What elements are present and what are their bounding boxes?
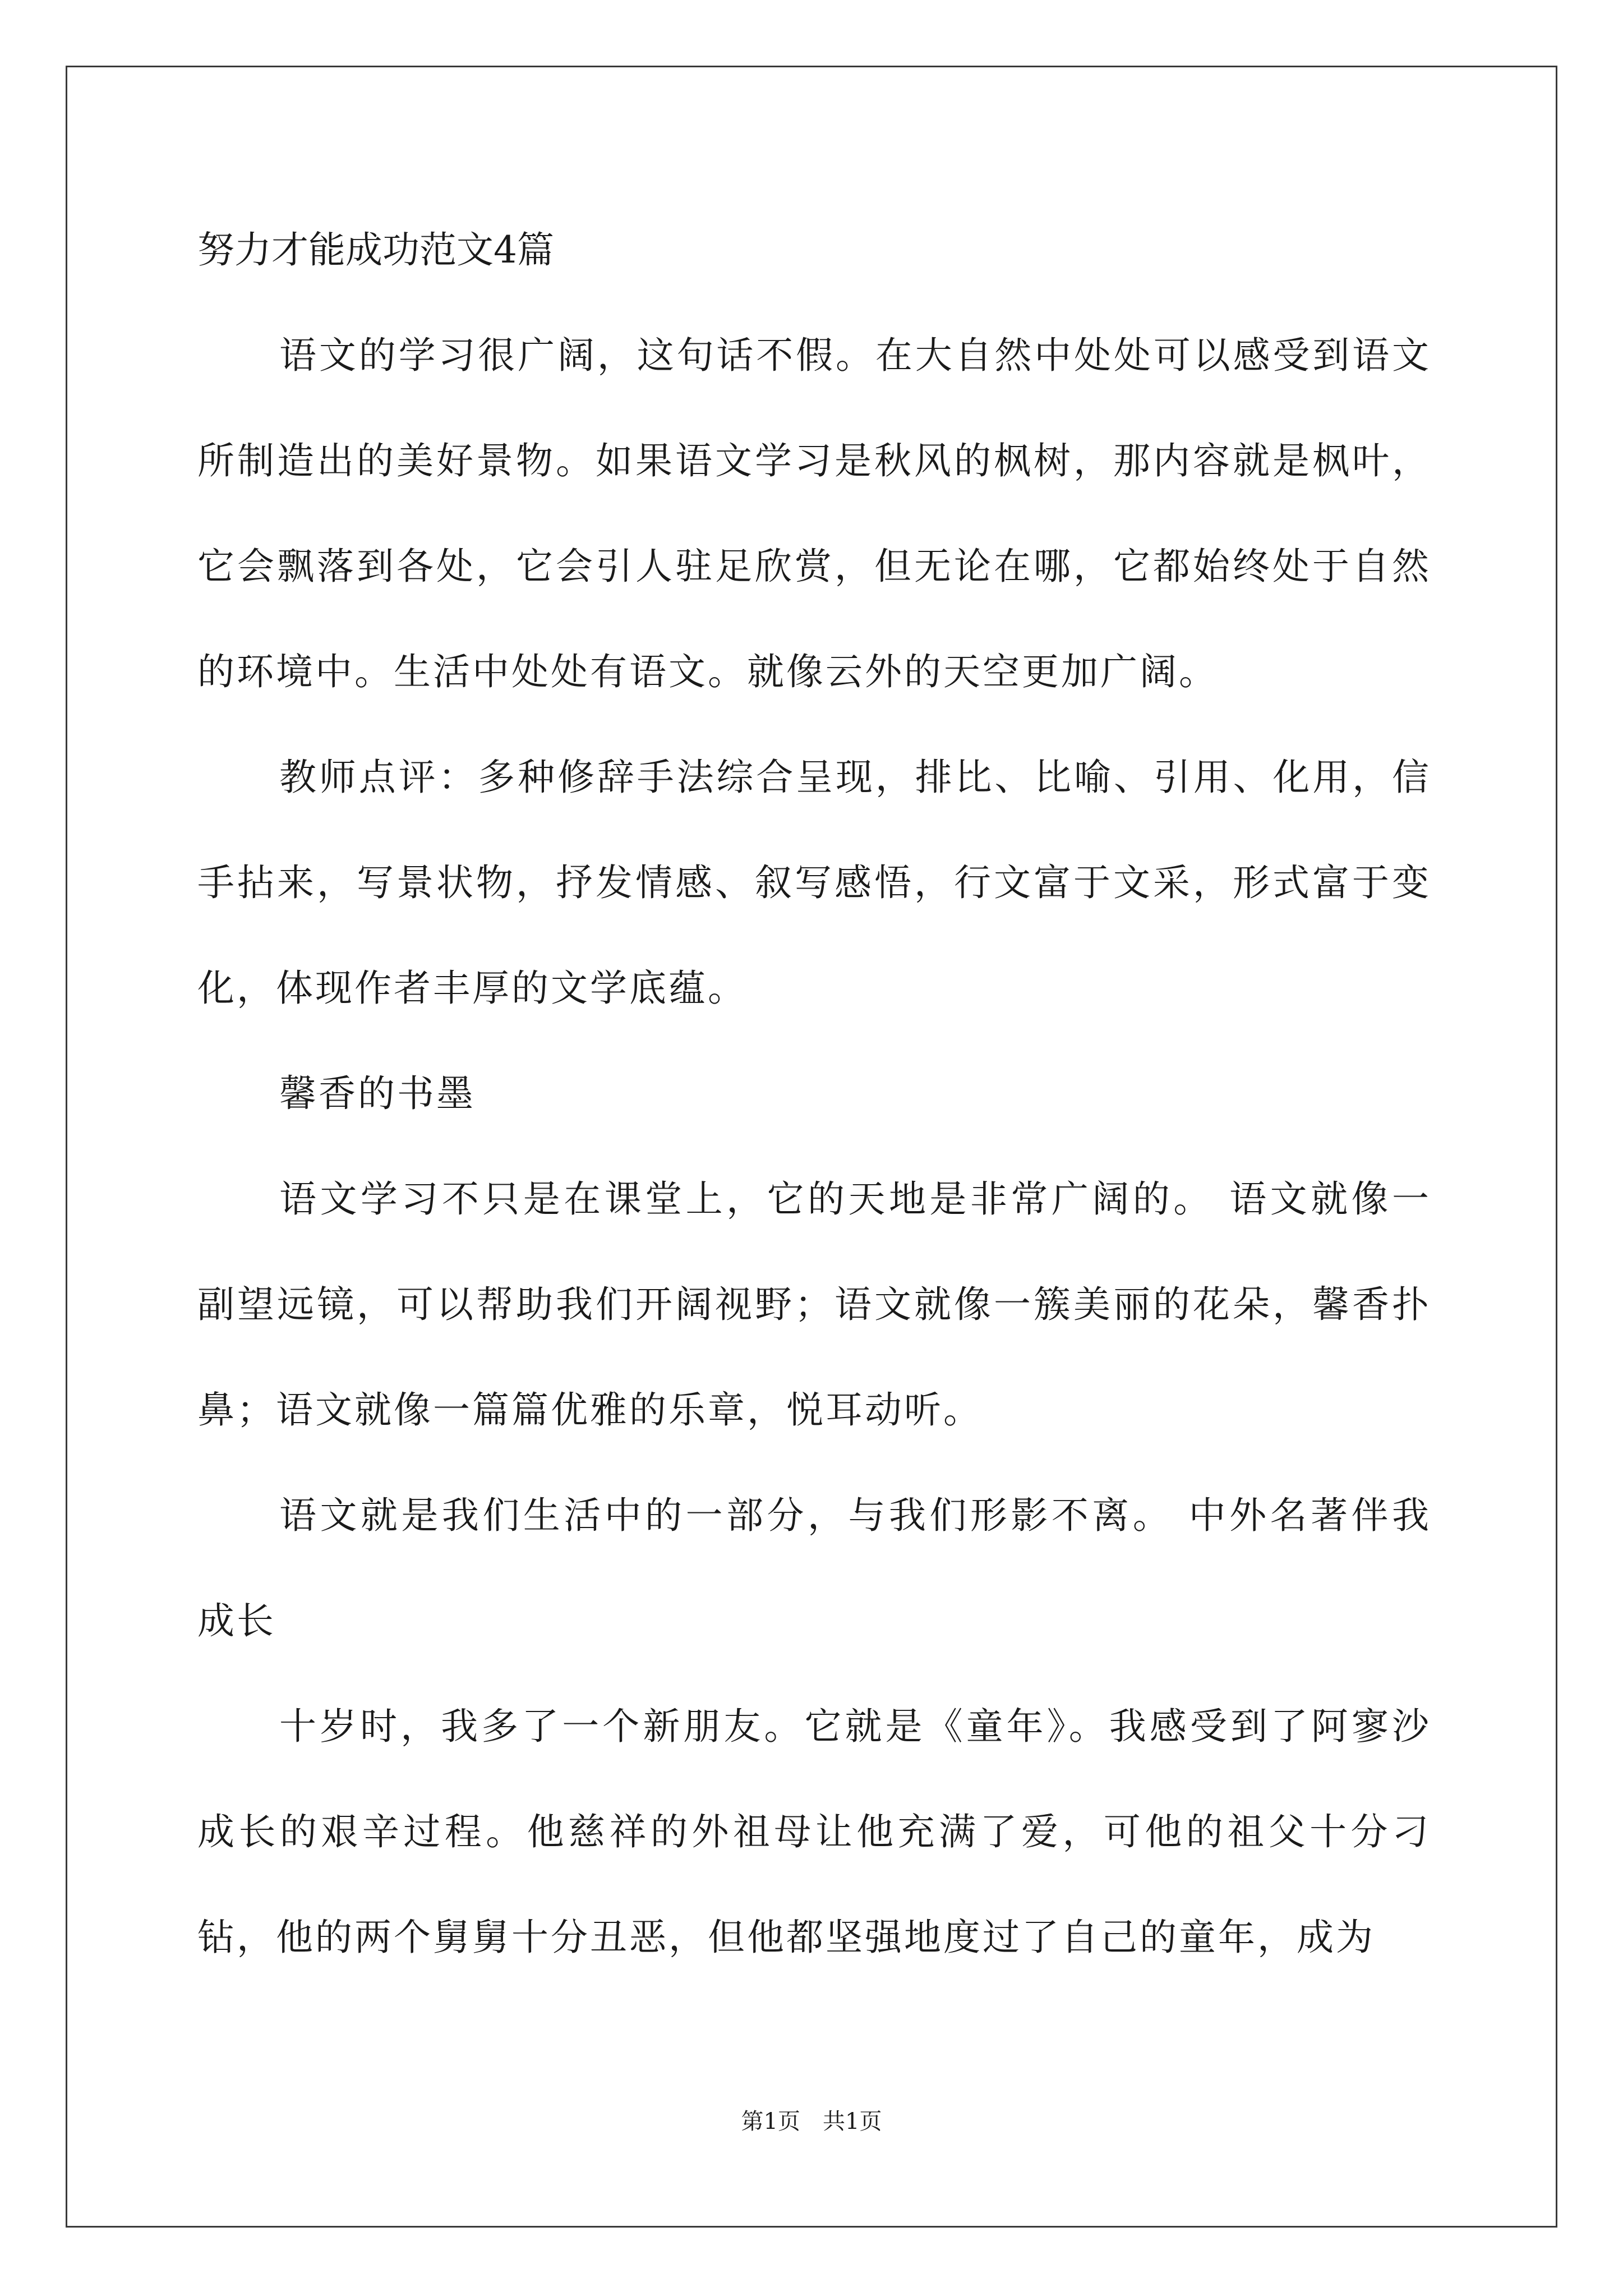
paragraph-intro: 语文的学习很广阔，这句话不假。在大自然中处处可以感受到语文所制造出的美好景物。如果语文学习是秋风的枫树，那内容就是枫叶，它会飘落到各处，它会引人驻足欣赏，但无论在哪，它都始终处于自然的环境中。生活中处处有语文。就像云外的天空更加广阔。: [197, 334, 1431, 693]
document-title: 努力才能成功范文4篇: [197, 228, 554, 272]
document-body: [197, 197, 1431, 1990]
section-heading: 馨香的书墨: [279, 1072, 476, 1115]
page-number-footer: 第1页 共1页: [741, 2109, 882, 2134]
paragraph-teacher-comment: 教师点评：多种修辞手法综合呈现，排比、比喻、引用、化用，信手拈来，写景状物，抒发情感、叙写感悟，行文富于文采，形式富于变化，体现作者丰厚的文学底蕴。: [197, 756, 1431, 1010]
paragraph-childhood: 十岁时，我多了一个新朋友。它就是《童年》。我感受到了阿寥沙成长的艰辛过程。他慈祥的外祖母让他充满了爱，可他的祖父十分刁钻，他的两个舅舅十分丑恶，但他都坚强地度过了自己的童年，成为: [197, 1705, 1431, 1959]
paragraph-classics: 语文就是我们生活中的一部分，与我们形影不离。 中外名著伴我成长: [197, 1494, 1431, 1642]
paragraph-language-learning: 语文学习不只是在课堂上，它的天地是非常广阔的。 语文就像一副望远镜，可以帮助我们开阔视野；语文就像一簇美丽的花朵，馨香扑鼻；语文就像一篇篇优雅的乐章，悦耳动听。: [197, 1177, 1431, 1432]
